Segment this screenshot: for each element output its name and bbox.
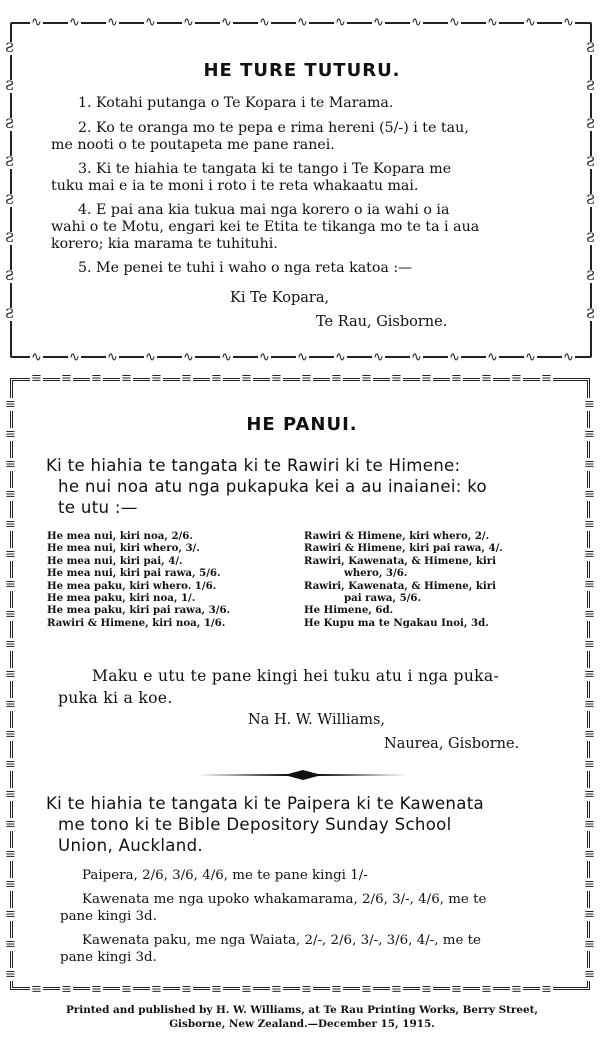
rule-2-line-2: me nooti o te poutapeta me pane ranei. [51, 137, 335, 153]
border-ornament: ≡ [5, 817, 16, 832]
border-ornament: ≡ [5, 517, 16, 532]
border-ornament: ≡ [5, 457, 16, 472]
border-ornament: ≡ [361, 982, 372, 997]
border-ornament: ≡ [391, 371, 402, 386]
price-bible: Paipera, 2/6, 3/6, 4/6, me te pane kingi 1/- [82, 868, 368, 883]
price-testament-line-2: pane kingi 3d. [60, 909, 157, 924]
signature-place: Naurea, Gisborne. [384, 736, 520, 752]
border-ornament: ≡ [584, 847, 595, 862]
imprint-line-2: Gisborne, New Zealand.—December 15, 1915. [169, 1018, 435, 1030]
price-item: He mea nui, kiri pai rawa, 5/6. [47, 567, 221, 580]
border-ornament: ≡ [5, 907, 16, 922]
border-ornament: Ƨ [5, 41, 14, 56]
signature-name: Na H. W. Williams, [248, 712, 386, 728]
border-ornament: ∿ [563, 15, 574, 30]
border-ornament: ≡ [5, 667, 16, 682]
border-ornament: ≡ [5, 787, 16, 802]
border-ornament: ≡ [584, 607, 595, 622]
border-ornament: Ƨ [586, 155, 595, 170]
border-ornament: ≡ [451, 982, 462, 997]
border-ornament: ≡ [121, 371, 132, 386]
border-ornament: ∿ [259, 15, 270, 30]
notice-intro-line-2: he nui noa atu nga pukapuka kei a au inaianei: ko [58, 477, 487, 496]
border-ornament: ≡ [5, 937, 16, 952]
price-item: He mea nui, kiri noa, 2/6. [47, 530, 193, 542]
border-ornament: ≡ [91, 371, 102, 386]
border-ornament: ≡ [391, 982, 402, 997]
border-ornament: ≡ [5, 877, 16, 892]
border-ornament: ≡ [5, 637, 16, 652]
border-ornament: ∿ [69, 350, 80, 365]
border-ornament: ∿ [221, 350, 232, 365]
bible-line-3: Union, Auckland. [58, 836, 203, 855]
border-ornament: ≡ [91, 982, 102, 997]
price-item: pai rawa, 5/6. [344, 592, 422, 605]
border-ornament: ≡ [584, 487, 595, 502]
border-ornament: ≡ [584, 967, 595, 982]
bible-line-1: Ki te hiahia te tangata ki te Paipera ki te Kawenata [46, 794, 484, 813]
border-ornament: ≡ [584, 787, 595, 802]
border-ornament: ≡ [181, 982, 192, 997]
border-ornament: Ƨ [5, 155, 14, 170]
price-item: Rawiri & Himene, kiri whero, 2/. [304, 530, 490, 542]
border-ornament: Ƨ [586, 269, 595, 284]
border-ornament: ≡ [61, 371, 72, 386]
border-ornament: ≡ [301, 982, 312, 997]
border-ornament: ≡ [211, 982, 222, 997]
border-ornament: ∿ [373, 350, 384, 365]
border-ornament: ∿ [449, 350, 460, 365]
rule-1: 1. Kotahi putanga o Te Kopara i te Marama. [78, 95, 394, 111]
price-item: whero, 3/6. [344, 567, 408, 580]
notice-intro-line-3: te utu :— [58, 498, 138, 517]
border-ornament: ≡ [5, 757, 16, 772]
imprint-line-1: Printed and published by H. W. Williams, at Te Rau Printing Works, Berry Street, [65, 1004, 539, 1016]
address-line-1: Ki Te Kopara, [230, 290, 330, 306]
price-item: Rawiri & Himene, kiri noa, 1/6. [47, 616, 226, 629]
border-ornament: ≡ [584, 457, 595, 472]
price-list-left [47, 530, 230, 629]
border-ornament: ∿ [183, 350, 194, 365]
rule-3-line-2: tuku mai e ia te moni i roto i te reta whakaatu mai. [51, 178, 419, 194]
border-ornament: ≡ [331, 982, 342, 997]
rule-4-line-3: korero; kia marama te tuhituhi. [51, 236, 278, 252]
border-ornament: ≡ [584, 817, 595, 832]
border-ornament: ≡ [584, 397, 595, 412]
border-ornament: ≡ [241, 371, 252, 386]
border-ornament: Ƨ [586, 307, 595, 322]
border-ornament: ≡ [211, 371, 222, 386]
border-ornament: ∿ [31, 15, 42, 30]
border-ornament: Ƨ [5, 193, 14, 208]
border-ornament: ∿ [449, 15, 460, 30]
border-ornament: ≡ [584, 427, 595, 442]
border-ornament: ≡ [584, 757, 595, 772]
border-ornament: ≡ [541, 982, 552, 997]
border-ornament: ≡ [5, 547, 16, 562]
price-testament-line-1: Kawenata me nga upoko whakamarama, 2/6, 3/-, 4/6, me te [82, 892, 487, 907]
border-ornament: ≡ [584, 517, 595, 532]
border-ornament: ≡ [5, 577, 16, 592]
border-ornament: ∿ [487, 15, 498, 30]
border-ornament: Ƨ [5, 79, 14, 94]
border-ornament: ≡ [481, 982, 492, 997]
border-ornament: ≡ [584, 727, 595, 742]
border-ornament: ∿ [373, 15, 384, 30]
border-ornament: ≡ [5, 967, 16, 982]
border-ornament: ≡ [61, 982, 72, 997]
rule-3-line-1: 3. Ki te hiahia te tangata ki te tango i Te Kopara me [78, 161, 452, 177]
border-ornament: ≡ [584, 697, 595, 712]
price-item: He mea paku, kiri noa, 1/. [47, 592, 196, 605]
border-ornament: ≡ [421, 982, 432, 997]
border-ornament: ∿ [107, 350, 118, 365]
border-ornament: ∿ [145, 350, 156, 365]
border-ornament: ∿ [221, 15, 232, 30]
border-ornament: ≡ [151, 982, 162, 997]
price-item: He mea paku, kiri whero. 1/6. [47, 579, 217, 592]
price-item: He Himene, 6d. [304, 604, 394, 617]
border-ornament: ≡ [151, 371, 162, 386]
border-ornament: ≡ [5, 397, 16, 412]
border-ornament: ∿ [335, 15, 346, 30]
border-ornament: ≡ [541, 371, 552, 386]
price-item: He mea nui, kiri pai, 4/. [47, 554, 183, 567]
border-ornament: ∿ [335, 350, 346, 365]
price-item: He mea nui, kiri whero, 3/. [47, 542, 200, 555]
border-ornament: Ƨ [5, 269, 14, 284]
border-ornament: ∿ [411, 350, 422, 365]
border-ornament: ∿ [563, 350, 574, 365]
border-ornament: ≡ [584, 547, 595, 562]
border-ornament: ≡ [5, 697, 16, 712]
price-list-right [304, 530, 503, 629]
notice-intro-line-1: Ki te hiahia te tangata ki te Rawiri ki te Himene: [46, 456, 461, 475]
border-ornament: ≡ [511, 371, 522, 386]
border-ornament: ≡ [584, 877, 595, 892]
border-ornament: ∿ [525, 15, 536, 30]
border-ornament: ≡ [121, 982, 132, 997]
border-ornament: ∿ [259, 350, 270, 365]
maku-line-1: Maku e utu te pane kingi hei tuku atu i nga puka- [92, 667, 500, 685]
border-ornament: ≡ [5, 487, 16, 502]
border-ornament: ∿ [69, 15, 80, 30]
border-ornament: ≡ [584, 637, 595, 652]
price-small-line-1: Kawenata paku, me nga Waiata, 2/-, 2/6, 3/-, 3/6, 4/-, me te [82, 933, 481, 948]
notice-title: HE PANUI. [246, 414, 358, 435]
border-ornament: ≡ [584, 667, 595, 682]
border-ornament: ≡ [584, 907, 595, 922]
rules-title: HE TURE TUTURU. [203, 60, 401, 81]
border-ornament: ≡ [584, 937, 595, 952]
border-ornament: ≡ [361, 371, 372, 386]
price-small-line-2: pane kingi 3d. [60, 950, 157, 965]
border-ornament: Ƨ [5, 307, 14, 322]
rule-4-line-2: wahi o te Motu, engari kei te Etita te tikanga mo te ta i aua [51, 219, 480, 235]
maku-line-2: puka ki a koe. [58, 689, 173, 707]
border-ornament: ∿ [31, 350, 42, 365]
border-ornament: ∿ [297, 350, 308, 365]
border-ornament: ≡ [5, 427, 16, 442]
border-ornament: ≡ [5, 727, 16, 742]
border-ornament: Ƨ [586, 41, 595, 56]
border-ornament: ≡ [5, 847, 16, 862]
border-ornament: Ƨ [5, 117, 14, 132]
border-ornament: Ƨ [586, 231, 595, 246]
border-ornament: ∿ [411, 15, 422, 30]
border-ornament: ∿ [145, 15, 156, 30]
rule-4-line-1: 4. E pai ana kia tukua mai nga korero o ia wahi o ia [78, 202, 450, 218]
border-ornament: ≡ [301, 371, 312, 386]
price-item: Rawiri, Kawenata, & Himene, kiri [304, 554, 497, 567]
price-item: He mea paku, kiri pai rawa, 3/6. [47, 604, 231, 617]
border-ornament: ≡ [421, 371, 432, 386]
border-ornament: ≡ [331, 371, 342, 386]
border-ornament: ≡ [271, 371, 282, 386]
border-ornament: ≡ [584, 577, 595, 592]
bible-line-2: me tono ki te Bible Depository Sunday School [58, 815, 452, 834]
rule-5: 5. Me penei te tuhi i waho o nga reta katoa :— [78, 260, 413, 276]
border-ornament: ∿ [297, 15, 308, 30]
border-ornament: ≡ [31, 982, 42, 997]
border-ornament: Ƨ [586, 193, 595, 208]
border-ornament: ≡ [451, 371, 462, 386]
border-ornament: ≡ [31, 371, 42, 386]
rule-2-line-1: 2. Ko te oranga mo te pepa e rima hereni (5/-) i te tau, [78, 120, 469, 136]
border-ornament: ≡ [481, 371, 492, 386]
address-line-2: Te Rau, Gisborne. [316, 314, 448, 330]
price-item: Rawiri, Kawenata, & Himene, kiri [304, 579, 497, 592]
border-ornament: ≡ [241, 982, 252, 997]
border-ornament: Ƨ [5, 231, 14, 246]
border-ornament: ∿ [487, 350, 498, 365]
border-ornament: Ƨ [586, 117, 595, 132]
border-ornament: ≡ [181, 371, 192, 386]
border-ornament: ∿ [107, 15, 118, 30]
border-ornament: ∿ [525, 350, 536, 365]
border-ornament: ≡ [271, 982, 282, 997]
border-ornament: Ƨ [586, 79, 595, 94]
price-item: Rawiri & Himene, kiri pai rawa, 4/. [304, 542, 503, 555]
border-ornament: ∿ [183, 15, 194, 30]
border-ornament: ≡ [511, 982, 522, 997]
border-ornament: ≡ [5, 607, 16, 622]
section-divider [198, 765, 408, 775]
price-item: He Kupu ma te Ngakau Inoi, 3d. [304, 616, 489, 629]
